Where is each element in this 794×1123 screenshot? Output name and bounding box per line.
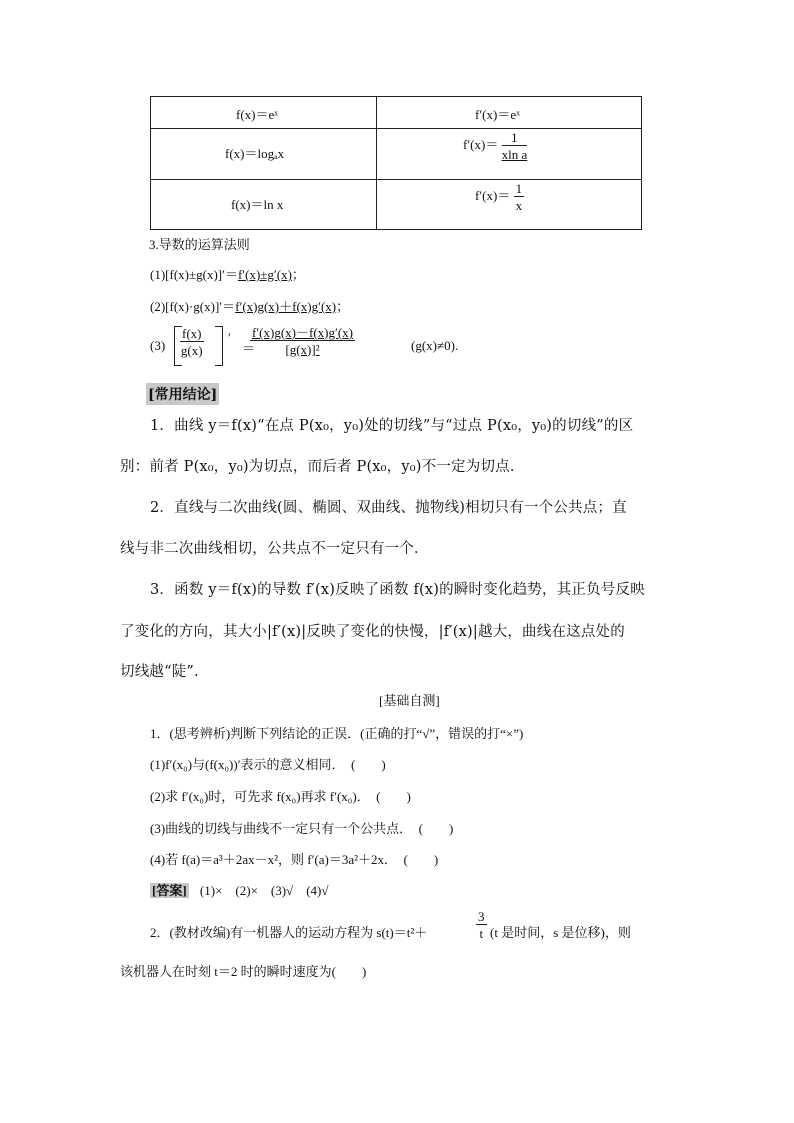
rule-2: (2)[f(x)·g(x)]′＝f′(x)g(x)＋f(x)g′(x)； xyxy=(150,299,350,314)
table-cell: f(x)＝eˣ xyxy=(236,107,279,122)
paragraph-line: 切线越“陡”. xyxy=(120,664,199,680)
question-1: 1．(思考辨析)判断下列结论的正误．(正确的打“√”，错误的打“×”) xyxy=(150,726,524,741)
paragraph-line: 1．曲线 y＝f(x)“在点 P(x₀，y₀)处的切线”与“过点 P(x₀，y₀)的切线”的区 xyxy=(150,418,634,434)
question-2: 2．(教材改编)有一机器人的运动方程为 s(t)＝t²＋ $\frac{3}{t}$ (t 是时间，s 是位移)，则 xyxy=(150,909,631,941)
question-2-line-2: 该机器人在时刻 t＝2 时的瞬时速度为( ) xyxy=(120,964,367,979)
section-heading: 3.导数的运算法则 xyxy=(149,237,250,252)
paragraph-line: 线与非二次曲线相切，公共点不一定只有一个． xyxy=(120,541,429,557)
paragraph-line: 了变化的方向，其大小|f′(x)|反映了变化的快慢，|f′(x)|越大，曲线在这点处的 xyxy=(120,624,625,640)
question-item: (1)f′(x₀)与(f(x₀))′表示的意义相同． ( ) xyxy=(150,757,386,772)
table-divider xyxy=(376,97,377,229)
question-item: (2)求 f′(x₀)时，可先求 f(x₀)再求 f′(x₀)． ( ) xyxy=(150,789,411,804)
table-cell: f(x)＝ln x xyxy=(231,197,284,212)
table-cell: f(x)＝logₐx xyxy=(225,146,285,161)
question-item: (3)曲线的切线与曲线不一定只有一个公共点． ( ) xyxy=(150,821,454,836)
table-cell: f′(x)＝ $\frac{1}{\text{xln a}}$ xyxy=(463,130,528,162)
table-divider xyxy=(151,128,641,129)
table-cell: f′(x)＝eˣ xyxy=(475,107,520,122)
paragraph-line: 3．函数 y＝f(x)的导数 f′(x)反映了函数 f(x)的瞬时变化趋势，其正负号反映 xyxy=(150,582,645,598)
fraction: $\frac{f'(x)g(x)-f(x)g'(x)}{\text{[g(x)]²}}$ xyxy=(252,325,353,357)
paragraph-line: 别：前者 P(x₀，y₀)为切点，而后者 P(x₀，y₀)不一定为切点． xyxy=(120,459,525,475)
section-title: [基础自测] xyxy=(379,693,440,708)
right-bracket xyxy=(215,326,223,366)
fraction: $\frac{f(x)}{g(x)}$ xyxy=(180,326,203,358)
rule-1: (1)[f(x)±g(x)]′＝f′(x)±g′(x)； xyxy=(150,267,305,282)
table-divider xyxy=(151,179,641,180)
section-tag: [常用结论] xyxy=(146,383,219,405)
derivative-table xyxy=(150,96,642,230)
fraction: $\frac{1}{x}$ xyxy=(515,181,523,213)
paragraph-line: 2．直线与二次曲线(圆、椭圆、双曲线、抛物线)相切只有一个公共点；直 xyxy=(150,500,627,516)
answer-line: [答案] (1)× (2)× (3)√ (4)√ xyxy=(152,883,329,898)
fraction: $\frac{1}{\text{xln a}}$ xyxy=(501,130,528,162)
table-cell: f′(x)＝ $\frac{1}{x}$ xyxy=(475,181,523,213)
question-item: (4)若 f(a)＝a³＋2ax－x²，则 f′(a)＝3a²＋2x． ( ) xyxy=(150,852,439,867)
fraction: $\frac{3}{t}$ xyxy=(478,909,485,941)
rule-3: (3) $\frac{f(x)}{g(x)}$ ′ ＝ $\frac{f'(x)g(x)-f(x)g'(x)}{\text{[g(x)]²}}$ (g(x)≠0). xyxy=(150,326,510,366)
answer-tag: [答案] xyxy=(152,883,187,898)
